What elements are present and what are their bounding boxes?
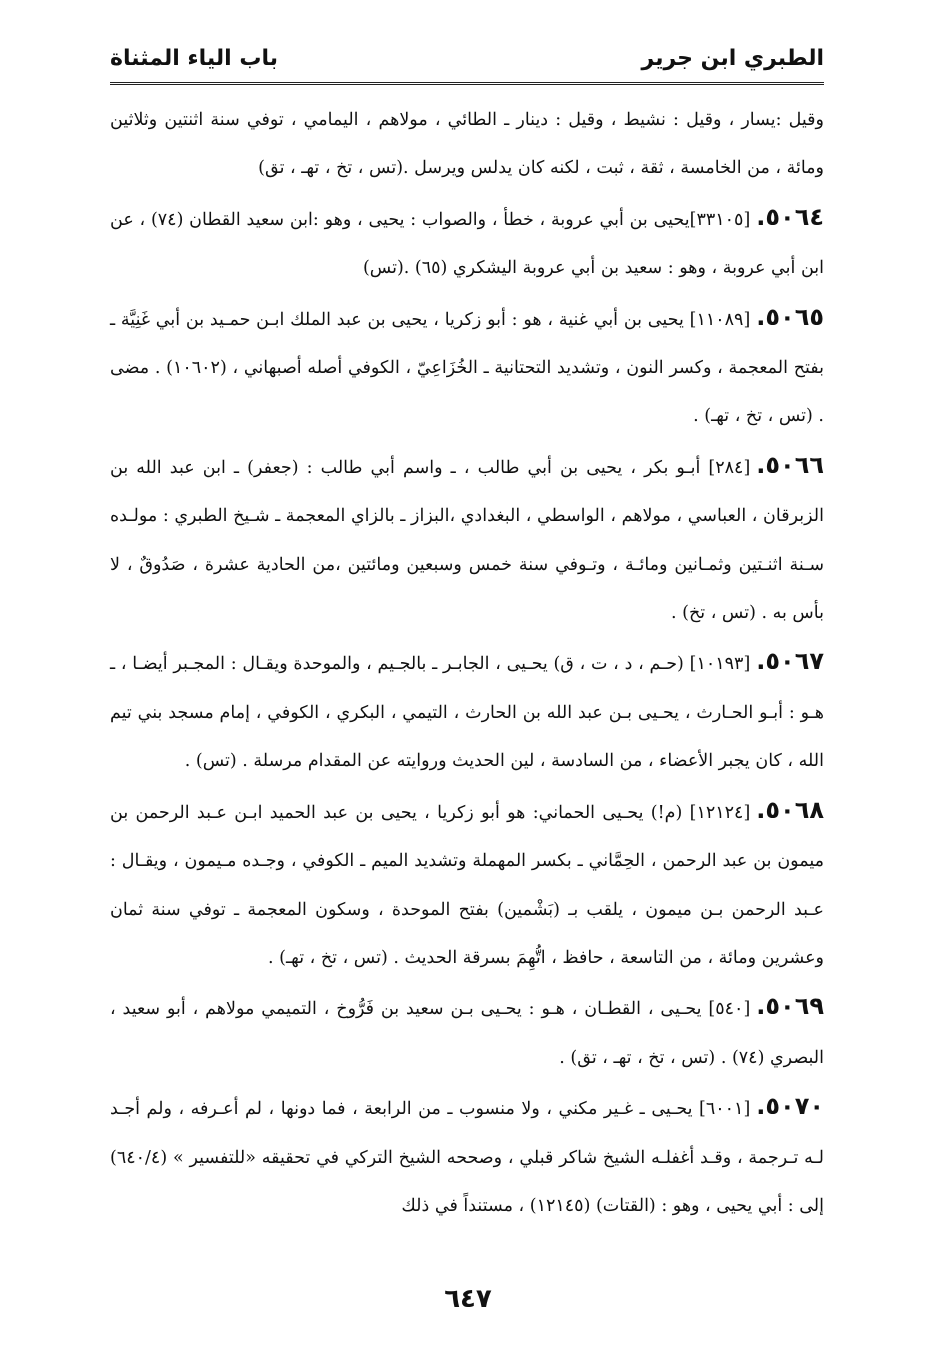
entry-number: ٥٠٦٨.: [756, 795, 824, 824]
entry-text: [١٠١٩٣] (حـم ، د ، ت ، ق) يحـيى ، الجابـر ـ بالجـيم ، والموحدة ويقـال : المجـبر أيضـا ، ـ هـو : أبـو الحـارث ، يحـيى بـن عبد الله بن الحارث ، التيمي ، البكري ، الكوفي ، إمام مسجد بني تيم الله ، كان يجبر الأعضاء ، من السادسة ، لين الحديث وروايته عن المقدام مرسلة . (تس) .: [110, 654, 824, 772]
header-book-title: الطبري ابن جرير: [641, 45, 824, 71]
entry-number: ٥٠٦٩.: [756, 992, 824, 1021]
entry-text: [٣٣١٠٥]يحيى بن أبي عروبة ، خطأ ، والصواب : يحيى ، وهو :ابن سعيد القطان (٧٤) ، عن ابن أبي عروبة ، وهو : سعيد بن أبي عروبة اليشكري (٦٥) .(تس): [110, 209, 824, 279]
header-chapter-title: باب الياء المثناة: [110, 45, 278, 71]
page-number: ٦٤٧: [444, 1284, 492, 1314]
entry-5070: [110, 1082, 824, 1230]
entry-number: ٥٠٧٠.: [756, 1092, 824, 1121]
entry-5065: [110, 293, 824, 441]
entry-text: [٥٤٠] يحـيى ، القطـان ، هـو : يحـيى بـن سعيد بن فَرُّوخ ، التميمي مولاهم ، أبو سعيد ، البصري (٧٤) . (تس ، تخ ، تهـ ، تق) .: [110, 999, 824, 1068]
entry-number: ٥٠٦٤.: [756, 202, 824, 231]
entry-5066: [110, 441, 824, 638]
entry-text: [١٢١٢٤] (م!) يحـيى الحماني: هو أبو زكريا ، يحيى بن عبد الحميد ابـن عـبد الرحمن بن ميمون بن عبد الرحمن ، الحِمَّاني ـ بكسر المهملة وتشديد الميم ـ الكوفي ، وجـده مـيمون ، ويقـال : عـبد الرحمن بـن ميمون ، يلقب بـ (بَشْمين) بفتح الموحدة ، وسكون المعجمة ـ توفي سنة ثمان وعشرين ومائة ، من التاسعة ، حافظ ، اتُّهِمَ بسرقة الحديث . (تس ، تخ ، تهـ) .: [110, 802, 824, 968]
running-header: [110, 38, 824, 78]
entry-5068: [110, 786, 824, 983]
entry-number: ٥٠٦٧.: [756, 647, 824, 676]
entry-5067: [110, 637, 824, 785]
entry-5064: [110, 193, 824, 293]
entry-5069: [110, 982, 824, 1082]
entry-text: [٢٨٤] أبـو بكر ، يحيى بن أبي طالب ، ـ واسم أبي طالب : (جعفر) ـ ابن عبد الله بن الزبرقان ، العباسي ، مولاهم ، الواسطي ، البغدادي ،البزاز ـ بالزاي المعجمة ـ شـيخ الطبري : مولـده سـنة اثنـتين وثمـانين ومائـة ، وتـوفي سنة خمس وسبعين ومائتين ،من الحادية عشرة ، صَدُوقٌ ، لا بأس به . (تس ، تخ) .: [110, 457, 824, 624]
continuation-paragraph: وقيل :يسار ، وقيل : نشيط ، وقيل : دينار ـ الطائي ، مولاهم ، اليمامي ، توفي سنة اثنتين وثلاثين ومائة ، من الخامسة ، ثقة ، ثبت ، لكنه كان يدلس ويرسل .(تس ، تخ ، تهـ ، تق): [110, 110, 824, 179]
entry-text: [٦٠٠١] يحـيى ـ غـير مكني ، ولا منسوب ـ من الرابعة ، فما دونها ، لم أعـرفه ، ولم أجـد لـه تـرجمة ، وقـد أغفلـه الشيخ شاكر قبلي ، وصححه الشيخ التركي في تحقيقه «للتفسير » (٦٤٠/٤) إلى : أبي يحيى ، وهو : (القتات) (١٢١٤٥) ، مستنداً في ذلك: [110, 1099, 824, 1216]
entry-number: ٥٠٦٥.: [756, 302, 824, 331]
entry-number: ٥٠٦٦.: [756, 450, 824, 479]
entry-text: [١١٠٨٩] يحيى بن أبي غنية ، هو : أبو زكريا ، يحيى بن عبد الملك ابـن حمـيد بن أبي غَنِيَّة ـ بفتح المعجمة ، وكسر النون ، وتشديد التحتانية ـ الخُزَاعِيّ ، الكوفي أصله أصبهاني ، (١٠٦٠٢) . مضى . (تس ، تخ ، تهـ) .: [110, 309, 824, 427]
page-body: [110, 96, 824, 1230]
header-rule: [110, 82, 824, 85]
